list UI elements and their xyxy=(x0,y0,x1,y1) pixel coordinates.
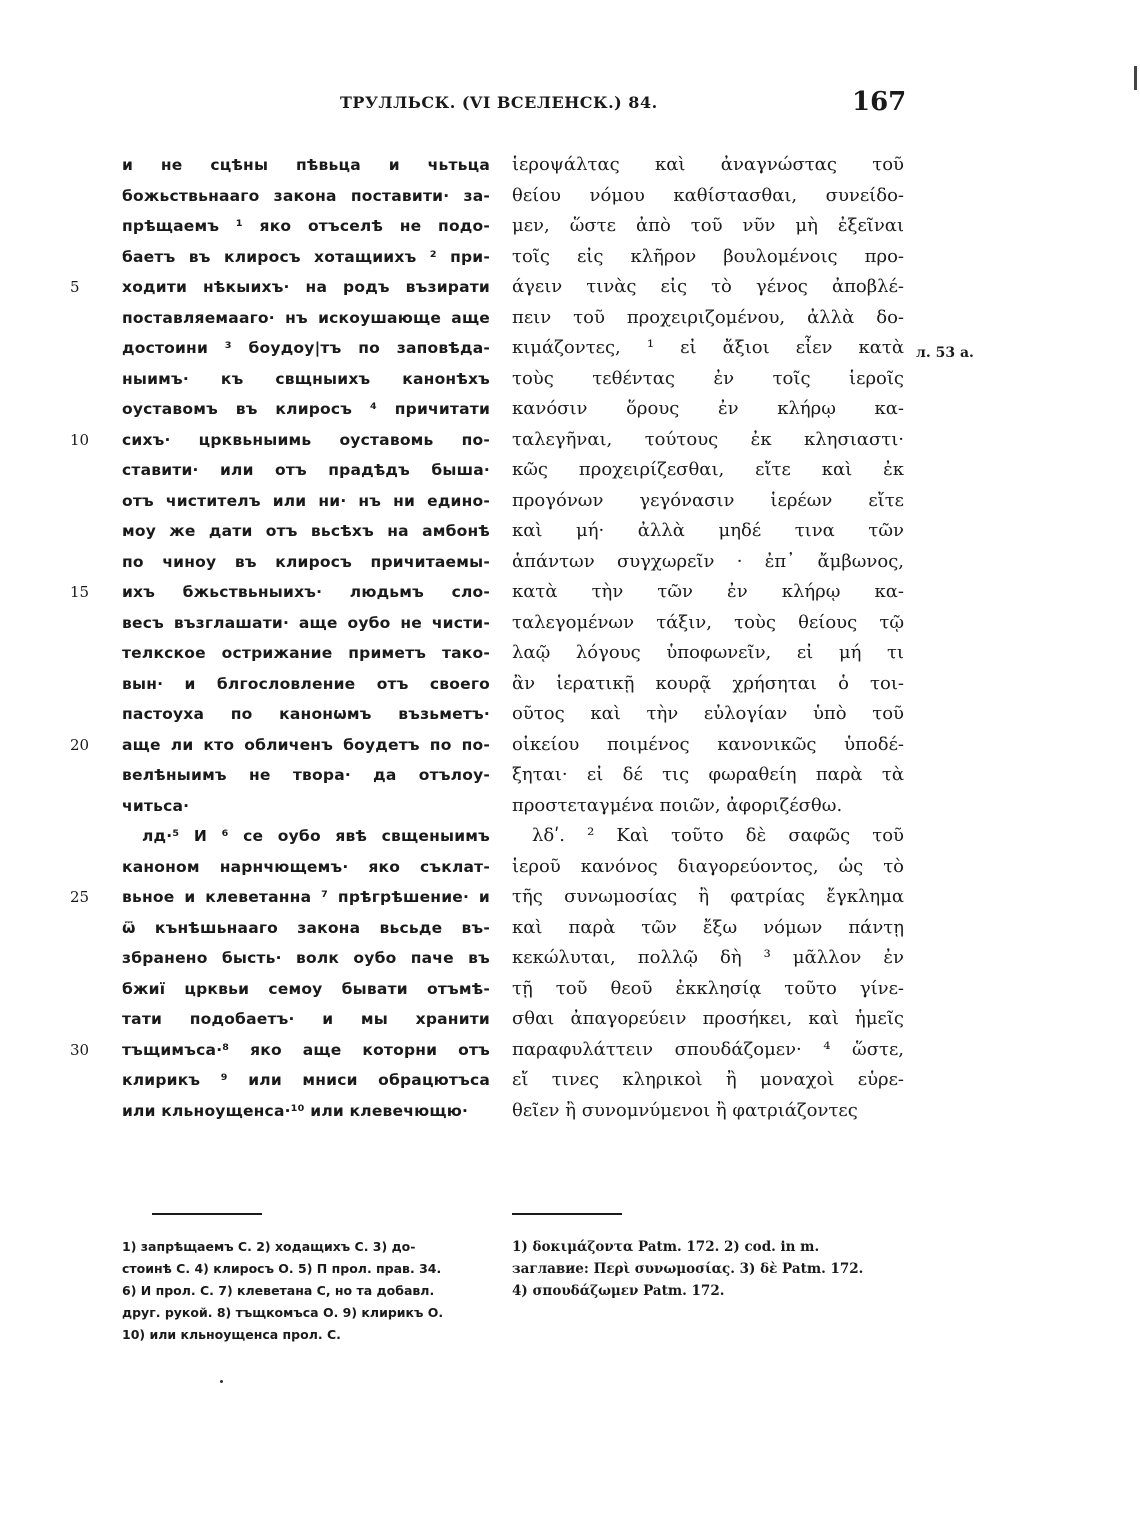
line-number: 10 xyxy=(70,430,90,449)
line-number: 30 xyxy=(70,1040,90,1059)
footnote-line: друг. рукой. 8) тъщкомъса О. 9) клирикъ О. xyxy=(122,1305,444,1320)
slavonic-line: ѿ кънѣшьнааго закона вьсьде въ- xyxy=(122,918,490,937)
footnote-line: 1) δοκιμάζοντα Patm. 172. 2) cod. in m. xyxy=(512,1239,820,1255)
slavonic-line: по чиноу въ клиросъ причитаемы- xyxy=(122,552,490,571)
running-head: ТРУЛЛЬСК. (VI ВСЕЛЕНСК.) 84. xyxy=(340,93,658,112)
slavonic-line: моу же дати отъ вьсѣхъ на амбонѣ xyxy=(122,522,490,540)
greek-line: άγειν τινὰς εἰς τὸ γένος ἀποβλέ- xyxy=(512,276,904,297)
greek-line: τῆς συνωμοσίας ἢ φατρίας ἔγκλημα xyxy=(512,886,904,907)
slavonic-line: баетъ въ клиросъ хотащиихъ ² при- xyxy=(122,247,490,266)
line-number: 25 xyxy=(70,888,90,906)
line-number: 15 xyxy=(70,583,90,601)
slavonic-line: и не сцѣны пѣвьца и чьтьца xyxy=(122,156,490,174)
slavonic-line: велѣныимъ не твора· да отълоу- xyxy=(122,766,490,784)
footnote-line: 4) σπουδάζωμεν Patm. 172. xyxy=(512,1283,725,1299)
greek-line: τοὺς τεθέντας ἐν τοῖς ἱεροῖς xyxy=(512,367,904,389)
greek-column xyxy=(512,150,904,1126)
footnote-line: стоинѣ С. 4) клиросъ О. 5) П прол. прав. 34. xyxy=(122,1261,442,1276)
slavonic-line: читьса· xyxy=(122,796,190,815)
slavonic-line: прѣщаемъ ¹ яко отъселѣ не подо- xyxy=(122,217,490,235)
slavonic-line: весъ възглашати· аще оубо не чисти- xyxy=(122,613,490,632)
greek-line: καὶ μή· ἀλλὰ μηδέ τινα τῶν xyxy=(512,520,904,541)
greek-line: λαῷ λόγους ὑποφωνεῖν, εἰ μή τι xyxy=(512,642,904,663)
line-number: 20 xyxy=(70,735,90,754)
footnote-line: 6) И прол. С. 7) клеветана С, но та добавл. xyxy=(122,1283,435,1298)
slavonic-line: достоини ³ боудоу|тъ по заповѣда- xyxy=(122,339,490,357)
greek-line: τῇ τοῦ θεοῦ ἐκκλησίᾳ τοῦτο γίνε- xyxy=(512,977,904,999)
greek-line: πειν τοῦ προχειριζομένου, ἀλλὰ δο- xyxy=(512,306,904,328)
greek-line: εἴ τινες κληρικοὶ ἢ μοναχοὶ εὑρε- xyxy=(512,1069,904,1090)
page-number: 167 xyxy=(852,87,907,117)
greek-line: κεκώλυται, πολλῷ δὴ ³ μᾶλλον ἐν xyxy=(512,947,904,968)
slavonic-line: сихъ· црквьныимь оуставомь по- xyxy=(122,430,490,449)
greek-line: ταλεγομένων τάξιν, τοὺς θείους τῷ xyxy=(512,611,904,633)
footnote-rule-right xyxy=(512,1213,622,1215)
greek-line: τοῖς εἰς κλῆρον βουλομένοις προ- xyxy=(512,245,904,267)
slavonic-line: пастоуха по канонωмъ възьметъ· xyxy=(122,705,490,723)
slavonic-line: ныимъ· къ свщныихъ канонѣхъ xyxy=(122,369,490,388)
greek-line: ἁπάντων συγχωρεῖν · ἐπ᾽ ἄμβωνος, xyxy=(512,550,904,572)
greek-line: ἱεροῦ κανόνος διαγορεύοντος, ὡς τὸ xyxy=(512,855,904,877)
slavonic-line: аще ли кто обличенъ боудетъ по по- xyxy=(122,735,490,754)
footnote-line: 10) или кльноущенса прол. С. xyxy=(122,1327,341,1342)
footnote-line: заглавие: Περὶ συνωμοσίας. 3) δὲ Patm. 172. xyxy=(512,1261,864,1277)
slavonic-line: каноном нарнчющемъ· яко съклат- xyxy=(122,857,490,876)
greek-line: παραφυλάττειν σπουδάζομεν· ⁴ ὥστε, xyxy=(512,1038,904,1060)
slavonic-line: телкское острижание приметъ тако- xyxy=(122,644,490,662)
page-edge-mark xyxy=(1134,66,1137,90)
slavonic-line: ставити· или отъ прадѣдъ быша· xyxy=(122,461,490,479)
greek-line: θείου νόμου καθίστασθαι, συνείδο- xyxy=(512,184,904,206)
greek-line: προγόνων γεγόνασιν ἱερέων εἴτε xyxy=(512,489,904,511)
greek-line: λδʹ. ² Καὶ τοῦτο δὲ σαφῶς τοῦ xyxy=(532,825,904,846)
greek-line: μεν, ὥστε ἀπὸ τοῦ νῦν μὴ ἐξεῖναι xyxy=(512,215,904,236)
slavonic-line: клирикъ ⁹ или мниси обрацютъса xyxy=(122,1071,490,1089)
greek-line: θεῖεν ἢ συνομνύμενοι ἢ φατριάζοντες xyxy=(512,1099,858,1121)
footnote-rule-left xyxy=(152,1213,262,1215)
slavonic-line: ходити нѣкыихъ· на родъ възирати xyxy=(122,278,490,296)
footnotes-greek xyxy=(512,1236,904,1302)
greek-line: ξηται· εἰ δέ τις φωραθείη παρὰ τὰ xyxy=(512,764,904,785)
margin-note: л. 53 а. xyxy=(916,345,974,361)
greek-line: ταλεγῆναι, τούτους ἐκ κλησιαστι· xyxy=(512,428,904,450)
greek-line: κῶς προχειρίζεσθαι, εἴτε καὶ ἐκ xyxy=(512,459,904,480)
slavonic-line: бжиї црквьи семоу бывати отъмѣ- xyxy=(122,979,490,998)
slavonic-line: божьствьнааго закона поставити· за- xyxy=(122,186,490,205)
greek-line: οἰκείου ποιμένος κανονικῶς ὑποδέ- xyxy=(512,733,904,755)
slavonic-line: поставляемааго· нъ искоушающе аще xyxy=(122,308,490,327)
slavonic-line: оуставомъ въ клиросъ ⁴ причитати xyxy=(122,400,490,418)
greek-line: προστεταγμένα ποιῶν, ἀφοριζέσθω. xyxy=(512,794,843,816)
slavonic-line: тъщимъса·⁸ яко аще которни отъ xyxy=(122,1040,490,1059)
footnotes-slavonic xyxy=(122,1236,490,1346)
slavonic-line: лд·⁵ И ⁶ се оубо явѣ свщеныимъ xyxy=(142,827,490,845)
slavonic-line: збранено бысть· волк оубо паче въ xyxy=(122,949,490,967)
footnote-line: 1) запрѣщаемъ С. 2) ходащихъ С. 3) до- xyxy=(122,1239,416,1254)
slavonic-line: тати подобаетъ· и мы хранити xyxy=(122,1010,490,1028)
slavonic-line: отъ чистителъ или ни· нъ ни едино- xyxy=(122,491,490,510)
greek-line: οῦτος καὶ τὴν εὐλογίαν ὑπὸ τοῦ xyxy=(512,703,904,724)
greek-line: ἱεροψάλτας καὶ ἀναγνώστας τοῦ xyxy=(512,154,904,175)
slavonic-line: вьное и клеветанна ⁷ прѣгрѣшение· и xyxy=(122,888,490,906)
greek-line: σθαι ἀπαγορεύειν προσήκει, καὶ ἡμεῖς xyxy=(512,1008,904,1029)
slavonic-line: ихъ бжьствьныихъ· людьмъ сло- xyxy=(122,583,490,601)
greek-line: κιμάζοντες, ¹ εἰ ἄξιοι εἶεν κατὰ xyxy=(512,337,904,358)
greek-line: κανόσιν ὅρους ἐν κλήρῳ κα- xyxy=(512,398,904,419)
greek-line: κατὰ τὴν τῶν ἐν κλήρῳ κα- xyxy=(512,581,904,602)
slavonic-column xyxy=(122,150,490,1126)
line-number: 5 xyxy=(70,278,80,296)
greek-line: ἂν ἱερατικῇ κουρᾷ χρήσηται ὁ τοι- xyxy=(512,672,904,694)
slavonic-line: или кльноущенса·¹⁰ или клевечющю· xyxy=(122,1101,469,1120)
speck xyxy=(220,1380,223,1383)
slavonic-line: вын· и блгословление отъ своего xyxy=(122,674,490,693)
greek-line: καὶ παρὰ τῶν ἔξω νόμων πάντῃ xyxy=(512,916,904,938)
